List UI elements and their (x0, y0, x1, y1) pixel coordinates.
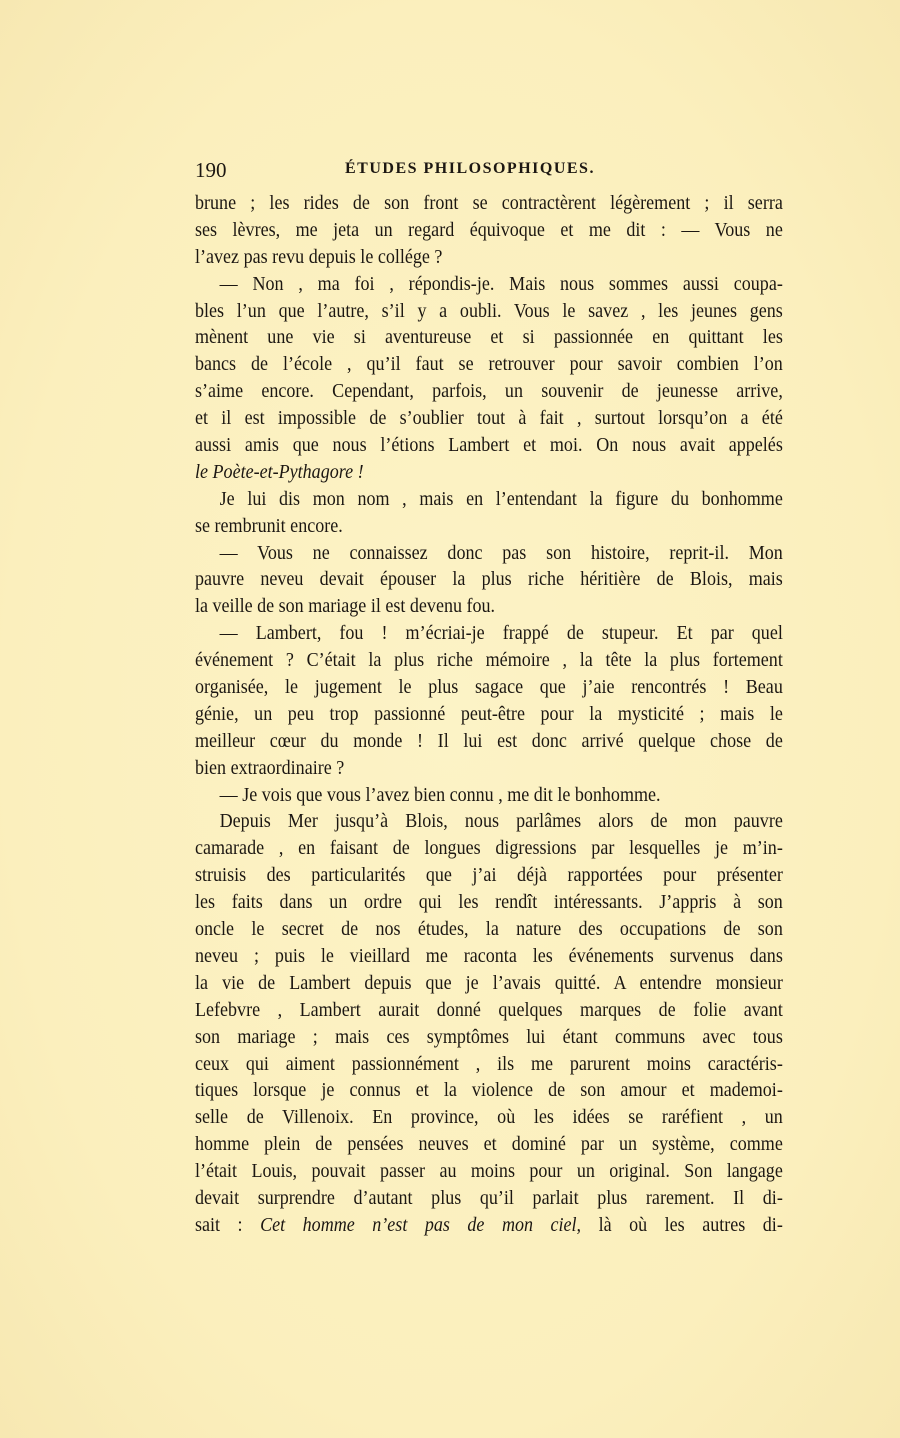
text-span: brune ; les rides de son front se contractèrent légèrement ; il serra (195, 192, 783, 214)
text-line (195, 835, 783, 862)
text-line (195, 620, 783, 647)
text-line (195, 540, 783, 567)
text-span: Lefebvre , Lambert aurait donné quelques marques de folie avant (195, 998, 783, 1021)
text-span: bien extraordinaire ? (195, 756, 345, 779)
text-line (195, 405, 783, 432)
text-line (195, 782, 783, 809)
text-line (195, 1131, 783, 1158)
text-span: camarade , en faisant de longues digressions par lesquelles je m’in- (195, 837, 783, 860)
text-line (195, 298, 783, 325)
text-span: — Non , ma foi , répondis-je. Mais nous sommes aussi coupa- (219, 272, 783, 295)
text-line (195, 808, 783, 835)
text-line (195, 1212, 783, 1239)
text-span: génie, un peu trop passionné peut-être pour la mysticité ; mais le (195, 702, 783, 725)
text-span: bancs de l’école , qu’il faut se retrouver pour savoir combien l’on (195, 353, 783, 376)
text-line (195, 271, 783, 298)
text-line (195, 459, 783, 486)
running-title: ÉTUDES PHILOSOPHIQUES. (345, 160, 595, 177)
text-span: l’était Louis, pouvait passer au moins pour un original. Son langage (195, 1160, 783, 1183)
text-span: ses lèvres, me jeta un regard équivoque et me dit : — Vous ne (195, 218, 783, 241)
text-span: s’aime encore. Cependant, parfois, un souvenir de jeunesse arrive, (195, 380, 783, 403)
text-line (195, 1104, 783, 1131)
text-line (195, 566, 783, 593)
text-line (195, 970, 783, 997)
text-line (195, 728, 783, 755)
text-line (195, 889, 783, 916)
italic-text: le Poète-et-Pythagore ! (195, 460, 364, 483)
text-line (195, 1051, 783, 1078)
text-line (195, 378, 783, 405)
text-line (195, 244, 783, 271)
text-span: la veille de son mariage il est devenu fou. (195, 595, 496, 618)
text-line (195, 486, 783, 513)
text-span: pauvre neveu devait épouser la plus riche héritière de Blois, mais (195, 568, 783, 591)
text-span: organisée, le jugement le plus sagace que j’aie rencontrés ! Beau (195, 676, 783, 699)
text-span: mènent une vie si aventureuse et si passionnée en quittant les (195, 326, 783, 349)
text-span: Depuis Mer jusqu’à Blois, nous parlâmes alors de mon pauvre (219, 810, 783, 833)
text-line (195, 674, 783, 701)
text-span: Je lui dis mon nom , mais en l’entendant la figure du bonhomme (219, 487, 783, 510)
text-span: — Lambert, fou ! m’écriai-je frappé de stupeur. Et par quel (219, 622, 783, 645)
text-span: la vie de Lambert depuis que je l’avais quitté. A entendre monsieur (195, 971, 783, 994)
text-line (195, 324, 783, 351)
text-span: tiques lorsque je connus et la violence de son amour et mademoi- (195, 1079, 783, 1102)
text-span: meilleur cœur du monde ! Il lui est donc arrivé quelque chose de (195, 729, 783, 752)
text-span: neveu ; puis le vieillard me raconta les événements survenus dans (195, 944, 783, 967)
text-span: les faits dans un ordre qui les rendît intéressants. J’appris à son (195, 891, 783, 914)
text-line (195, 1158, 783, 1185)
text-span: et il est impossible de s’oublier tout à fait , surtout lorsqu’on a été (195, 407, 783, 430)
text-span: événement ? C’était la plus riche mémoire , la tête la plus fortement (195, 649, 783, 672)
text-span: sait : (195, 1213, 261, 1236)
text-span: aussi amis que nous l’étions Lambert et moi. On nous avait appelés (195, 434, 783, 457)
page-number: 190 (195, 158, 227, 182)
text-span: devait surprendre d’autant plus qu’il parlait plus rarement. Il di- (195, 1186, 783, 1209)
text-span: l’avez pas revu depuis le collége ? (195, 245, 443, 268)
text-line (195, 351, 783, 378)
text-span: — Je vois que vous l’avez bien connu , me dit le bonhomme. (219, 783, 661, 806)
text-span: oncle le secret de nos études, la nature des occupations de son (195, 918, 783, 941)
text-line (195, 701, 783, 728)
italic-text: Cet homme n’est pas de mon ciel, (260, 1213, 582, 1236)
text-span: ceux qui aiment passionnément , ils me parurent moins caractéris- (195, 1052, 783, 1075)
text-line (195, 1024, 783, 1051)
text-line (195, 593, 783, 620)
text-line (195, 943, 783, 970)
text-span: homme plein de pensées neuves et dominé par un système, comme (195, 1133, 783, 1156)
text-line (195, 997, 783, 1024)
page-header (195, 158, 785, 186)
text-line (195, 647, 783, 674)
text-span: son mariage ; mais ces symptômes lui étant communs avec tous (195, 1025, 783, 1048)
text-line (195, 513, 783, 540)
text-line (195, 1185, 783, 1212)
text-line (195, 190, 783, 217)
text-span: se rembrunit encore. (195, 514, 343, 537)
text-span: struisis des particularités que j’ai déjà rapportées pour présenter (195, 864, 783, 887)
text-span: là où les autres di- (581, 1213, 783, 1236)
text-line (195, 1077, 783, 1104)
text-span: bles l’un que l’autre, s’il y a oubli. Vous le savez , les jeunes gens (195, 299, 783, 322)
text-span: selle de Villenoix. En province, où les idées se raréfient , un (195, 1106, 783, 1129)
text-span: — Vous ne connaissez donc pas son histoire, reprit-il. Mon (219, 541, 783, 564)
text-line (195, 916, 783, 943)
text-line (195, 755, 783, 782)
text-line (195, 862, 783, 889)
text-line (195, 217, 783, 244)
body-text (195, 190, 863, 1239)
text-line (195, 432, 783, 459)
